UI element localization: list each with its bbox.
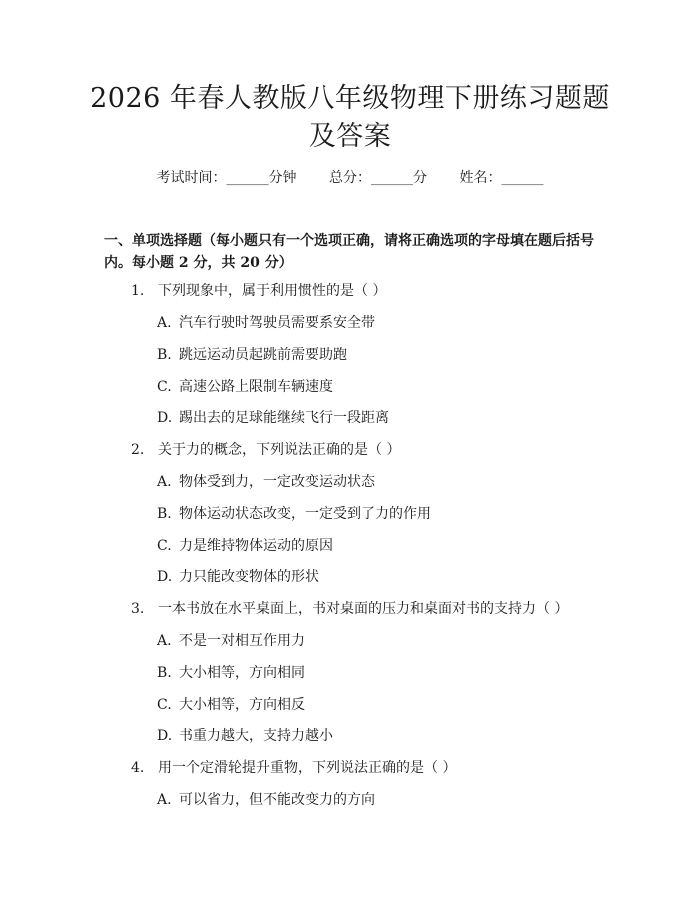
question-number: 3. (131, 601, 145, 617)
exam-time-field: 考试时间：______分钟 (156, 170, 297, 186)
question-3-option-a (157, 631, 305, 651)
option-text: 不是一对相互作用力 (179, 633, 305, 649)
option-text: 高速公路上限制车辆速度 (179, 379, 333, 395)
option-letter: D. (157, 569, 173, 585)
question-1-option-d (157, 408, 389, 428)
option-letter: A. (157, 474, 172, 490)
question-text: 用一个定滑轮提升重物，下列说法正确的是（ ） (158, 760, 457, 776)
question-text: 一本书放在水平桌面上，书对桌面的压力和桌面对书的支持力（ ） (158, 601, 569, 617)
question-text: 下列现象中，属于利用惯性的是（ ） (158, 283, 387, 299)
question-1-option-b (157, 345, 347, 365)
option-letter: A. (157, 792, 172, 808)
option-text: 力是维持物体运动的原因 (179, 538, 333, 554)
question-3-option-d (157, 726, 333, 746)
question-1 (131, 281, 386, 301)
option-text: 踢出去的足球能继续飞行一段距离 (179, 410, 389, 426)
section-heading-single-choice: 一、单项选择题（每小题只有一个选项正确，请将正确选项的字母填在题后括号内。每小题 2 分，共 20 分） (104, 233, 594, 271)
student-name-field: 姓名：______ (459, 170, 544, 186)
option-text: 汽车行驶时驾驶员需要系安全带 (179, 315, 375, 331)
question-2-option-c (157, 536, 333, 556)
question-1-option-a (157, 313, 375, 333)
question-number: 4. (131, 760, 145, 776)
question-2-option-d (157, 567, 319, 587)
option-letter: C. (157, 697, 172, 713)
question-number: 1. (131, 283, 145, 299)
option-text: 书重力越大，支持力越小 (179, 728, 333, 744)
option-text: 大小相等，方向相同 (179, 665, 305, 681)
question-text: 关于力的概念，下列说法正确的是（ ） (158, 442, 401, 458)
question-number: 2. (131, 442, 145, 458)
question-2-option-b (157, 504, 431, 524)
question-2-option-a (157, 472, 375, 492)
option-text: 力只能改变物体的形状 (179, 569, 319, 585)
option-text: 物体运动状态改变，一定受到了力的作用 (179, 506, 431, 522)
option-letter: A. (157, 633, 172, 649)
question-1-option-c (157, 377, 333, 397)
option-text: 大小相等，方向相反 (179, 697, 305, 713)
question-3 (131, 599, 568, 619)
question-2 (131, 440, 400, 460)
option-letter: C. (157, 538, 172, 554)
option-letter: A. (157, 315, 172, 331)
option-letter: B. (157, 347, 172, 363)
option-letter: D. (157, 728, 173, 744)
option-letter: B. (157, 665, 172, 681)
question-4-option-a (157, 790, 375, 810)
option-letter: D. (157, 410, 173, 426)
total-score-field: 总分：______分 (329, 170, 427, 186)
question-3-option-b (157, 663, 305, 683)
page-title: 2026 年春人教版八年级物理下册练习题题及答案 (90, 83, 610, 152)
option-letter: C. (157, 379, 172, 395)
option-text: 物体受到力，一定改变运动状态 (179, 474, 375, 490)
option-text: 跳远运动员起跳前需要助跑 (179, 347, 347, 363)
option-letter: B. (157, 506, 172, 522)
exam-info-line (0, 168, 700, 188)
question-4 (131, 758, 456, 778)
question-3-option-c (157, 695, 305, 715)
option-text: 可以省力，但不能改变力的方向 (179, 792, 375, 808)
